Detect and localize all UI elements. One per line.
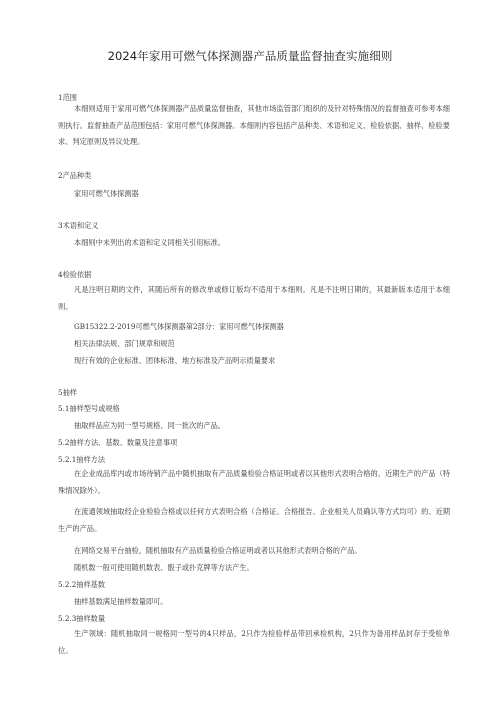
paragraph-quantity: 生产领域：随机抽取同一规格同一型号的4只样品，2只作为检验样品带回承检机构，2只作为备用样品封存于受检单位。 bbox=[58, 629, 450, 655]
subsection-heading-quantity: 5.2.3抽样数量 bbox=[58, 614, 106, 623]
paragraph-scope: 本细则适用于家用可燃气体探测器产品质量监督抽查，其他市场监管部门组织的及针对特殊情况的监督抽查可参考本细则执行。监督抽查产品范围包括：家用可燃气体探测器。本细则内容包括产品种类、术语和定义、检验依据、抽样、检验要求、判定原则及异议处理。 bbox=[58, 104, 450, 146]
subsection-heading-sampling-method: 5.2抽样方法、基数、数量及注意事项 bbox=[58, 438, 178, 447]
section-heading-basis: 4检验依据 bbox=[58, 270, 92, 279]
paragraph-sampling-model: 抽取样品应为同一型号规格、同一批次的产品。 bbox=[74, 421, 225, 430]
section-heading-scope: 1范围 bbox=[58, 93, 77, 102]
paragraph-random-number: 随机数一般可使用随机数表、骰子或扑克牌等方法产生。 bbox=[74, 563, 254, 572]
section-heading-terms: 3术语和定义 bbox=[58, 221, 99, 230]
paragraph-basis: 凡是注明日期的文件，其随后所有的修改单或修订版均不适用于本细则。凡是不注明日期的，其最新版本适用于本细则。 bbox=[58, 285, 450, 311]
subsection-heading-method: 5.2.1抽样方法 bbox=[58, 455, 106, 464]
paragraph-method-online: 在网络交易平台抽检，随机抽取有产品质量检验合格证明或者以其他形式表明合格的产品。 bbox=[74, 546, 362, 555]
paragraph-method-circulation: 在流通领域抽取经企业检验合格或以任何方式表明合格（合格证、合格报告、企业相关人员确认等方式均可）的、近期生产的产品。 bbox=[58, 507, 450, 533]
document-title: 2024年家用可燃气体探测器产品质量监督抽查实施细则 bbox=[107, 49, 393, 63]
paragraph-terms: 本细则中未列出的术语和定义同相关引用标准。 bbox=[74, 238, 225, 247]
subsection-heading-sampling-model: 5.1抽样型号或规格 bbox=[58, 404, 120, 413]
paragraph-product-type: 家用可燃气体探测器 bbox=[74, 189, 139, 198]
list-item-laws: 相关法律法规、部门规章和规范 bbox=[74, 339, 175, 348]
paragraph-base: 抽样基数满足抽样数量即可。 bbox=[74, 597, 168, 606]
list-item-other-standards: 现行有效的企业标准、团体标准、地方标准及产品明示质量要求 bbox=[74, 356, 276, 365]
subsection-heading-base: 5.2.2抽样基数 bbox=[58, 580, 106, 589]
section-heading-sampling: 5抽样 bbox=[58, 388, 77, 397]
list-item-standard: GB15322.2-2019可燃气体探测器第2部分：家用可燃气体探测器 bbox=[74, 322, 284, 331]
paragraph-method-production: 在企业成品库内或市场待销产品中随机抽取有产品质量检验合格证明或者以其他形式表明合格的、近期生产的产品（特殊情况除外）。 bbox=[58, 469, 450, 495]
section-heading-product-types: 2产品种类 bbox=[58, 171, 92, 180]
